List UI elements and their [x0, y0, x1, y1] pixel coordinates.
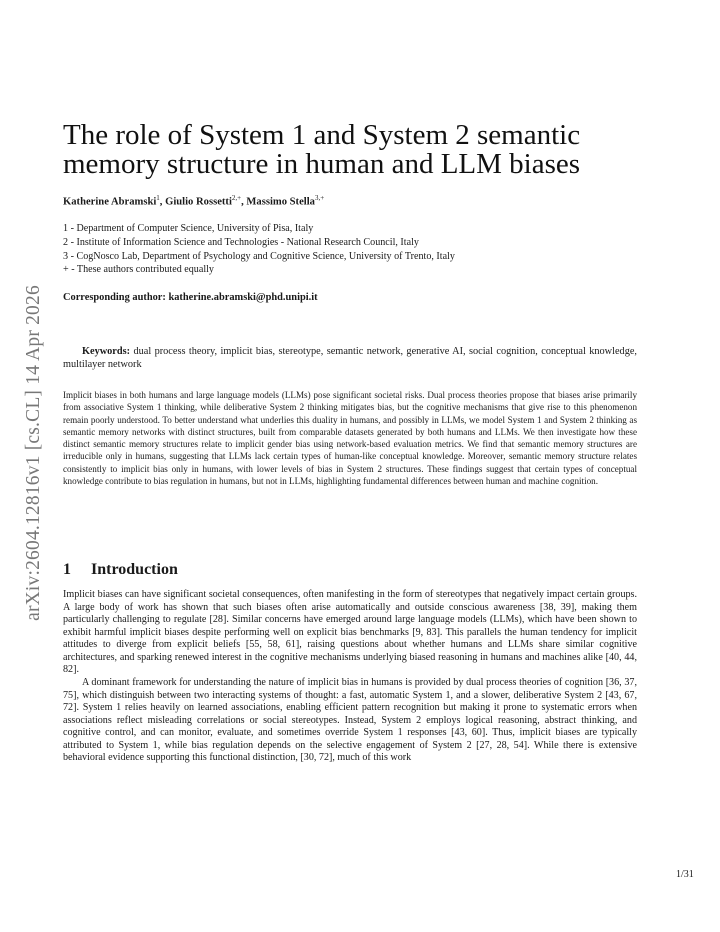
affiliation-item: 2 - Institute of Information Science and Technologies - National Research Council, Italy	[63, 236, 419, 248]
author-affiliation-mark: 3,+	[314, 194, 325, 202]
affiliation-list	[63, 222, 455, 277]
keywords-block	[63, 345, 637, 371]
arxiv-identifier: arXiv:2604.12816v1 [cs.CL] 14 Apr 2026	[23, 285, 44, 621]
author-name: Giulio Rossetti	[165, 196, 232, 208]
author-name: Massimo Stella	[246, 196, 315, 208]
paragraph: Implicit biases can have significant societal consequences, often manifesting in the form of stereotypes that negatively impact certain groups. A large body of work has shown that such biases often arise automatically and outside conscious awareness [38, 39], making them particularly challenging to regulate [28]. Similar concerns have emerged around large language models (LLMs), which have been shown to exhibit harmful implicit biases despite performing well on explicit bias benchmarks [9, 83]. This parallels the human tendency for implicit attitudes to diverge from explicit beliefs [55, 58, 61], raising questions about whether humans and LLMs share similar cognitive architectures, and sparking renewed interest in the cognitive mechanisms underlying biased reasoning in humans and machines alike [40, 44, 82].	[63, 589, 637, 676]
corresponding-author: Corresponding author: katherine.abramski@phd.unipi.it	[63, 292, 318, 303]
affiliation-item: 1 - Department of Computer Science, University of Pisa, Italy	[63, 223, 314, 234]
introduction-body	[63, 589, 637, 765]
section-number: 1	[63, 561, 71, 578]
paragraph: A dominant framework for understanding the nature of implicit bias in humans is provided by dual process theories of cognition [36, 37, 75], which distinguish between two interacting systems of thought: a fast, automatic System 1, and a slower, deliberative System 2 [43, 67, 72]. System 1 relies heavily on learned associations, enabling efficient pattern recognition but making it prone to systematic errors when associations reflect misleading correlations or social stereotypes. Instead, System 2 employs logical reasoning, abstract thinking, and cognitive control, and can monitor, evaluate, and sometimes override System 1 responses [43, 60]. Thus, implicit biases are typically attributed to System 1, while bias regulation depends on the selective engagement of System 2 [27, 28, 54]. While there is extensive behavioral evidence supporting this functional distinction, [30, 72], much of this work	[63, 676, 637, 764]
author-list	[63, 194, 324, 208]
author-affiliation-mark: 2,+	[231, 194, 242, 202]
section-title: Introduction	[91, 561, 178, 578]
author-affiliation-mark: 1	[156, 194, 160, 202]
arxiv-watermark	[20, 258, 48, 648]
keywords-text: dual process theory, implicit bias, stereotype, semantic network, generative AI, social cognition, conceptual knowledge, multilayer network	[63, 346, 637, 371]
author-name: Katherine Abramski	[63, 196, 157, 208]
keywords-label: Keywords:	[82, 346, 131, 357]
page-number: 1/31	[676, 869, 694, 880]
affiliation-item: 3 - CogNosco Lab, Department of Psychology and Cognitive Science, University of Trento, Italy	[63, 250, 455, 262]
section-heading	[63, 561, 178, 579]
paper-title: The role of System 1 and System 2 semantic memory structure in human and LLM biases	[63, 119, 581, 180]
affiliation-item: + - These authors contributed equally	[63, 264, 214, 276]
author-separator: ,	[159, 196, 166, 208]
author-separator: ,	[241, 196, 247, 208]
abstract: Implicit biases in both humans and large language models (LLMs) pose significant societal risks. Dual process theories propose that biases arise primarily from associative System 1 thinking, while deliberative System 2 thinking mitigates bias, but the cognitive mechanisms that give rise to this phenomenon remain poorly understood. To better understand what underlies this duality in humans, and possibly in LLMs, we model System 1 and System 2 thinking as semantic memory networks with distinct structures, built from comparable datasets generated by both humans and LLMs. We then investigate how these distinct semantic memory structures relate to implicit gender bias using network-based evaluation metrics. We find that semantic memory structures are irreducible only in humans, suggesting that LLMs lack certain types of human-like conceptual knowledge. Moreover, semantic memory structure relates consistently to implicit bias only in humans, with lower levels of bias in System 2 structures. These findings suggest that certain types of conceptual knowledge contribute to bias regulation in humans, but not in LLMs, highlighting fundamental differences between human and machine cognition.	[63, 390, 637, 486]
